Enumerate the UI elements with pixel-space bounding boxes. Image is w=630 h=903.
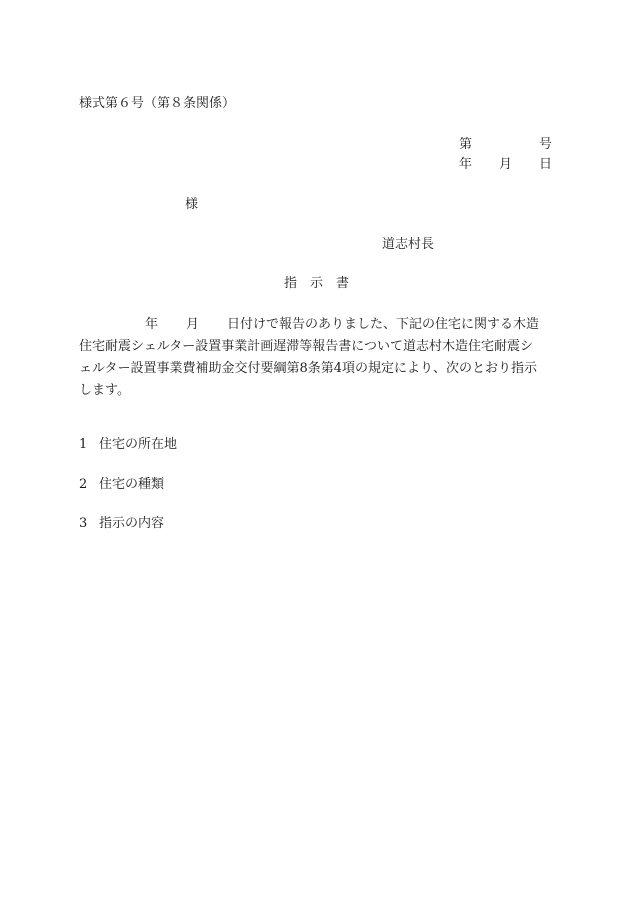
form-number: 様式第６号（第８条関係） (79, 96, 236, 111)
item-type (79, 477, 164, 493)
document-title: 指 示 書 (284, 276, 350, 291)
body-line-1-text: 日付けで報告のありました、下記の住宅に関する木造 (227, 317, 540, 332)
item-location (79, 437, 177, 453)
date-year: 年 (459, 157, 473, 172)
body-paragraph (79, 314, 551, 402)
item-label: 住宅の所在地 (99, 437, 178, 452)
date-month: 月 (499, 157, 513, 172)
body-year: 年 (145, 317, 159, 332)
item-number: 2 (79, 477, 88, 492)
date-day: 日 (539, 157, 553, 172)
issuer-name: 道志村長 (382, 237, 435, 252)
addressee-suffix: 様 (185, 197, 199, 212)
body-line-1 (79, 314, 551, 336)
item-number: 1 (79, 437, 88, 452)
body-line-4: します。 (79, 383, 130, 398)
body-line-2: 住宅耐震シェルター設置事業計画遅滞等報告書について道志村木造住宅耐震シ (79, 339, 533, 354)
body-line-3: ェルター設置事業費補助金交付要綱第8条第4項の規定により、次のとおり指示 (79, 361, 538, 376)
doc-number-dai: 第 (459, 137, 473, 152)
body-month: 月 (186, 317, 200, 332)
doc-number-go: 号 (539, 137, 553, 152)
item-label: 指示の内容 (99, 516, 165, 531)
item-number: 3 (79, 516, 88, 531)
item-instruction (79, 516, 164, 532)
item-label: 住宅の種類 (99, 477, 165, 492)
